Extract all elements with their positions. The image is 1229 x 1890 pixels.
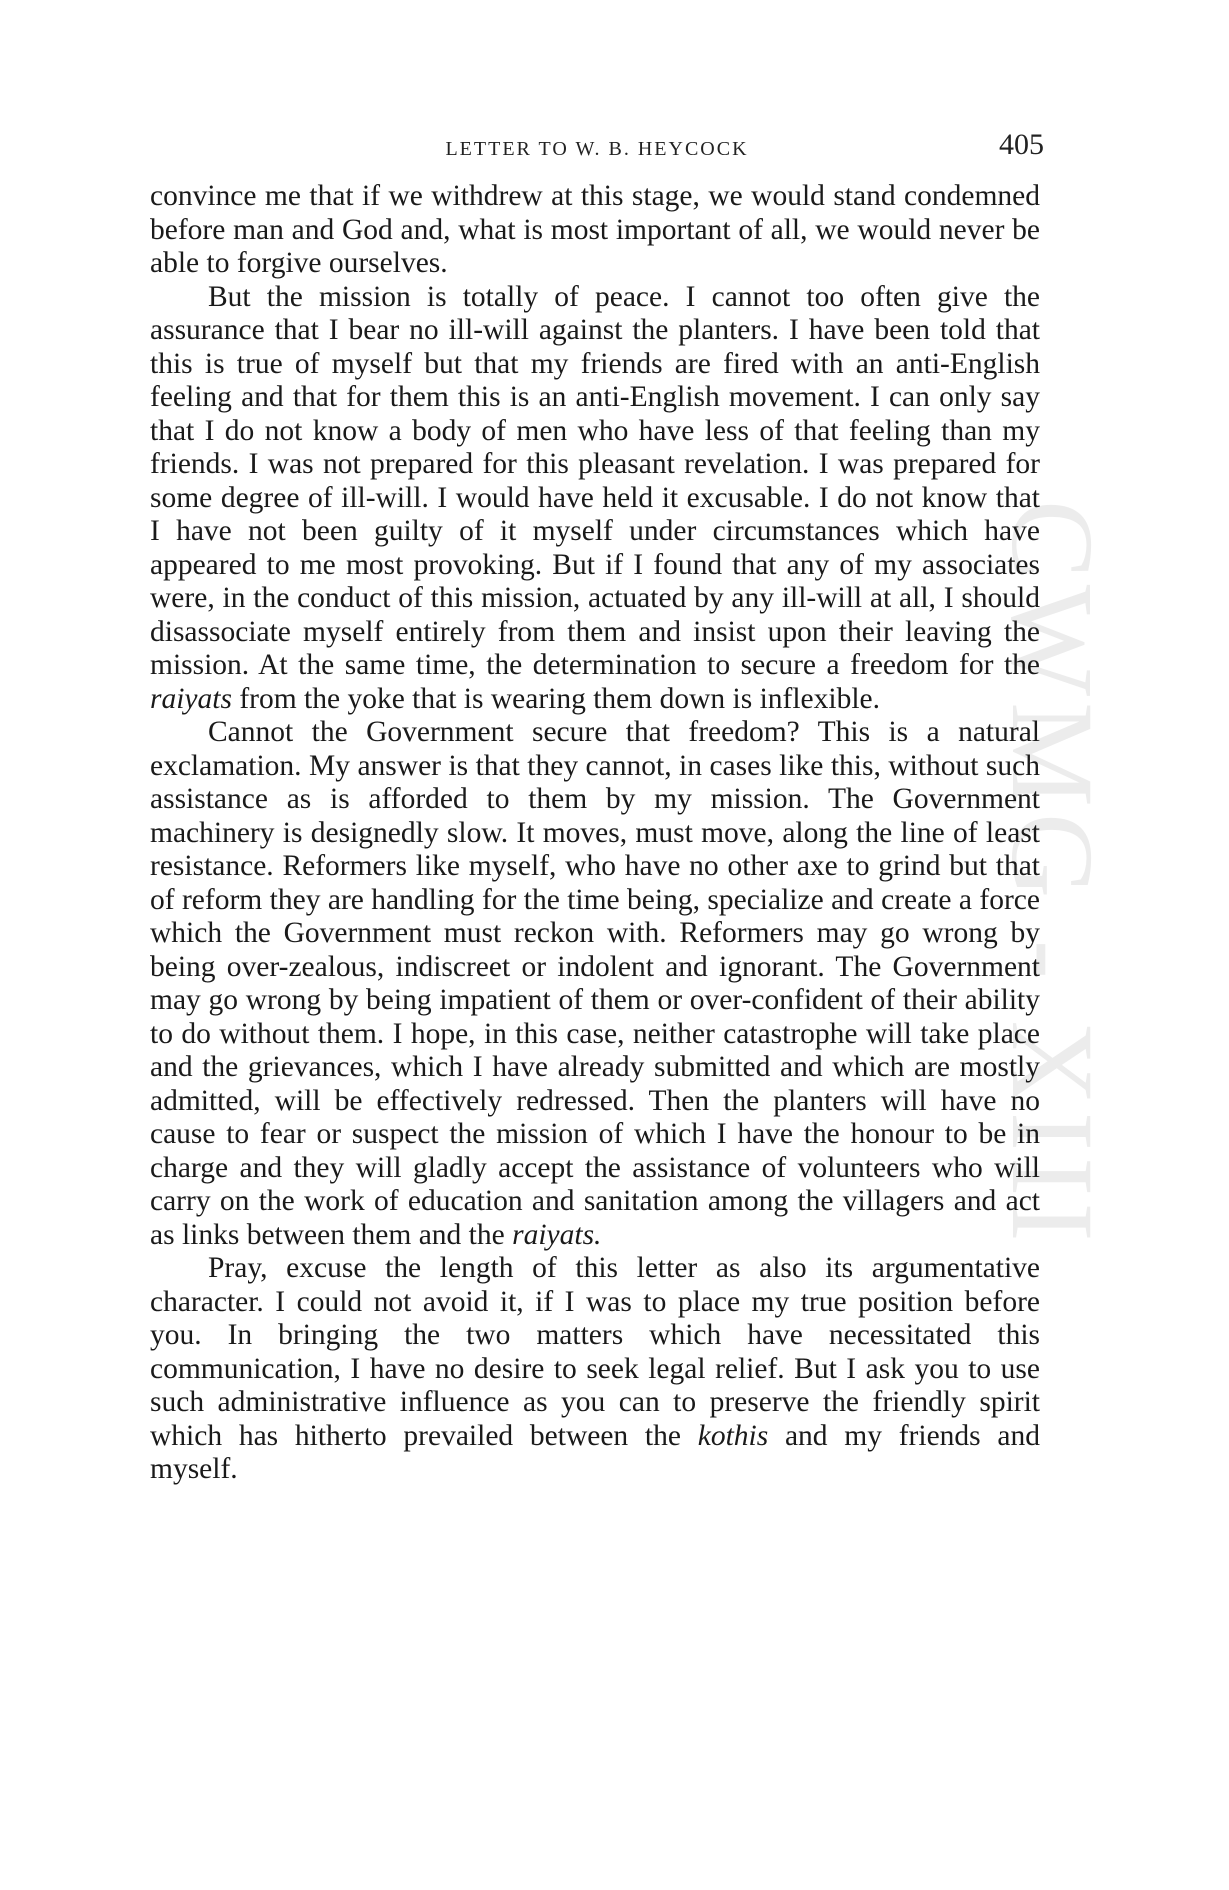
italic-term: raiyats.: [512, 1218, 602, 1251]
paragraph: [150, 180, 1040, 281]
page-number: 405: [999, 128, 1044, 161]
running-title: LETTER TO W. B. HEYCOCK: [445, 138, 749, 160]
paragraph: [150, 1252, 1040, 1487]
paragraph-text: from the yoke that is wearing them down is inflexible.: [231, 682, 880, 715]
paragraph-text: and my friends and myself.: [150, 1419, 1040, 1485]
italic-term: raiyats: [150, 682, 232, 715]
paragraph-text: But the mission is totally of peace. I cannot too often give the assurance that I bear no ill-will against the planters. I have been told that this is true of myself but that my friends are fired with an anti-English feeling and that for them this is an anti-English movement. I can only say that I do not know a body of men who have less of that feeling than my friends. I was not prepared for this pleasant revelation. I was prepared for some degree of ill-will. I would have held it excusable. I do not know that I have not been guilty of it myself under circumstances which have appeared to me most provoking. But if I found that any of my associates were, in the conduct of this mission, actuated by any ill-will at all, I should disassociate myself entirely from them and insist upon their leaving the mission. At the same time, the determination to secure a freedom for the: [150, 280, 1040, 681]
paragraph: [150, 716, 1040, 1252]
italic-term: kothis: [697, 1419, 769, 1452]
paragraph-text: convince me that if we withdrew at this stage, we would stand condemned before man and God and, what is most important of all, we would never be able to forgive ourselves.: [150, 180, 1040, 279]
paragraph-text: Cannot the Government secure that freedom? This is a natural exclamation. My answer is that they cannot, in cases like this, without such assistance as is afforded to them by my mission. The Government machinery is designedly slow. It moves, must move, along the line of least resistance. Reformers like myself, who have no other axe to grind but that of reform they are handling for the time being, specialize and create a force which the Government must reckon with. Reformers may go wrong by being over-zealous, indiscreet or indolent and ignorant. The Government may go wrong by being impatient of them or over-confident of their ability to do without them. I hope, in this case, neither catastrophe will take place and the grievances, which I have already submitted and which are mostly admitted, will be effectively redressed. Then the planters will have no cause to fear or suspect the mission of which I have the honour to be in charge and they will gladly accept the assistance of volunteers who will carry on the work of education and sanitation among the villagers and act as links between them and the: [150, 716, 1040, 1251]
watermark: CWMG - XIII: [987, 500, 1118, 1248]
running-head: [150, 128, 1044, 168]
body-text: [150, 180, 1040, 1487]
paragraph-text: Pray, excuse the length of this letter as also its argumentative character. I could not avoid it, if I was to place my true position before you. In bringing the two matters which have necessitated this communication, I have no desire to seek legal relief. But I ask you to use such administrative influence as you can to preserve the friendly spirit which has hitherto prevailed between the: [150, 1252, 1040, 1452]
paragraph: [150, 281, 1040, 717]
